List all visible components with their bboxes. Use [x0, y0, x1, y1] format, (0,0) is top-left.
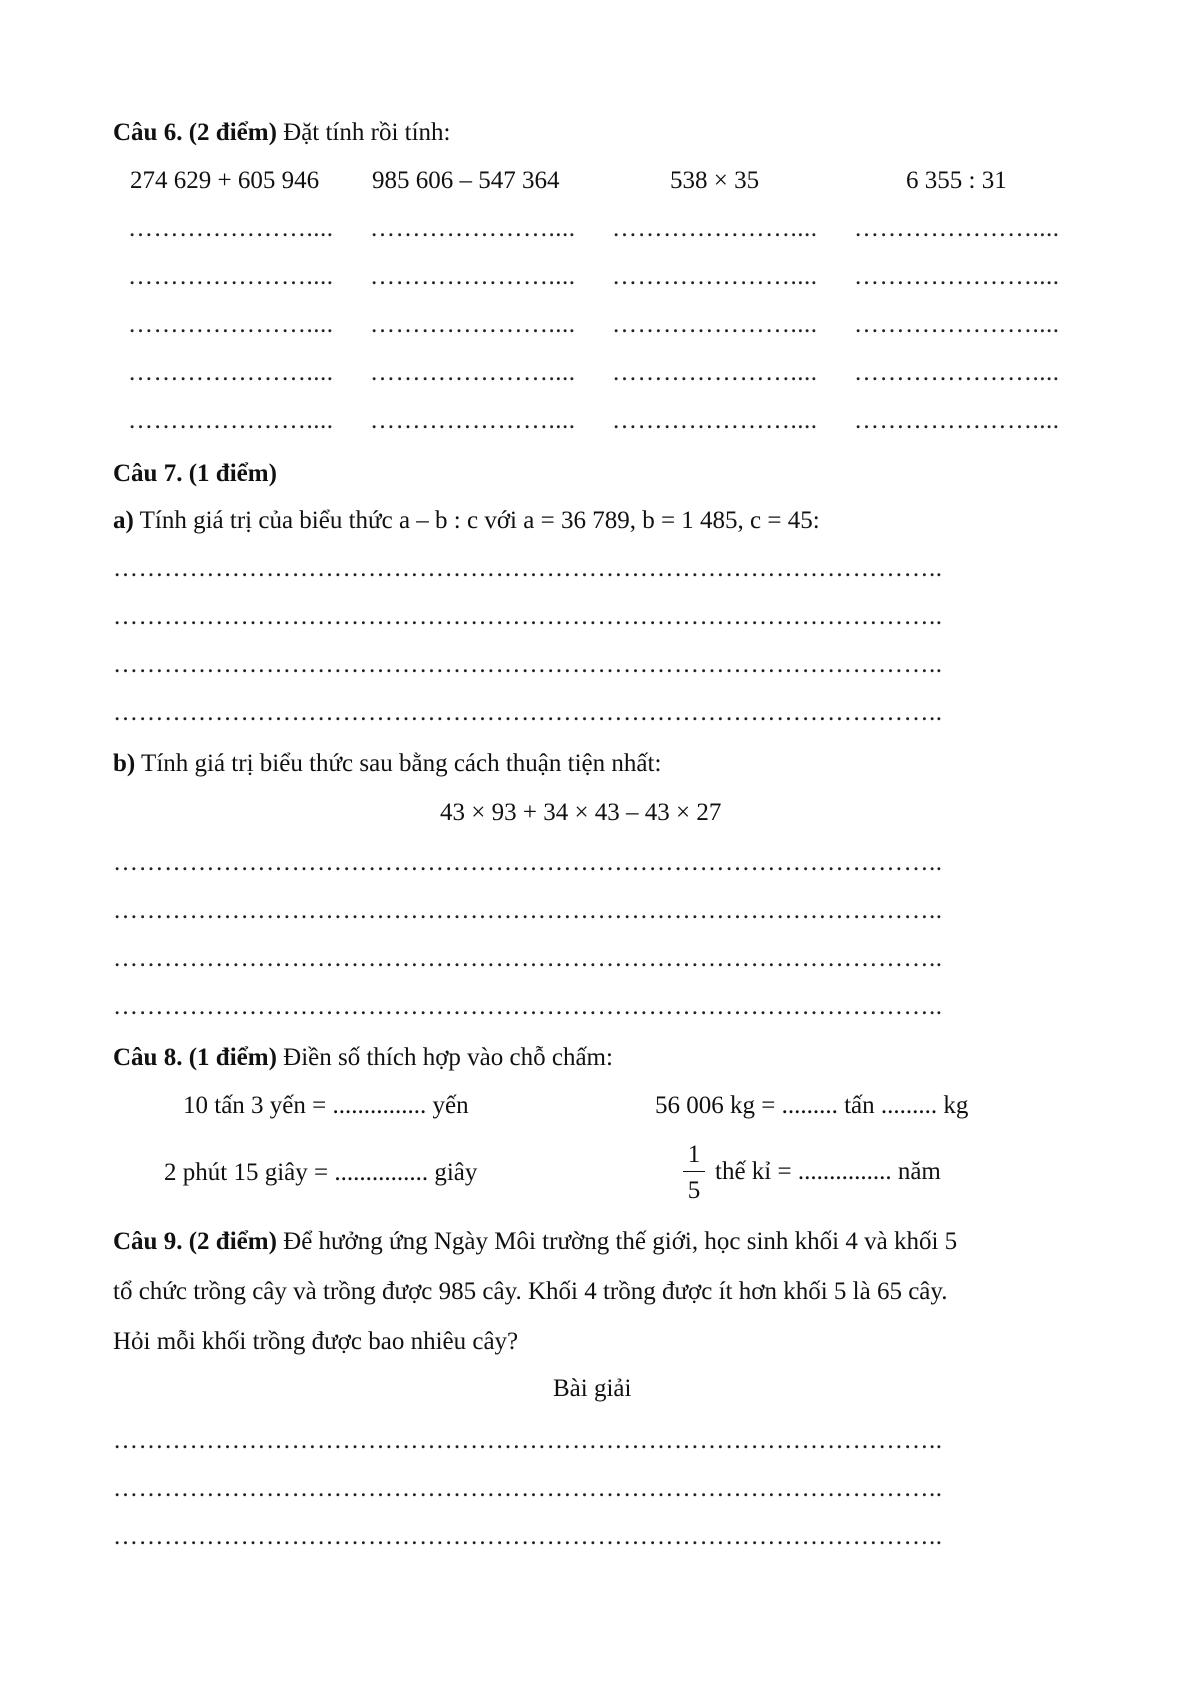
q7a-answer-line: ……………………………………………………………………………………..: [113, 603, 943, 630]
q7b-answer-line: ……………………………………………………………………………………..: [113, 897, 943, 924]
solution-heading: Bài giải: [553, 1375, 632, 1402]
q7a-text: Tính giá trị của biểu thức a – b : c với a = 36 789, b = 1 485, c = 45:: [139, 507, 820, 534]
q8-item-2: 56 006 kg = ......... tấn ......... kg: [655, 1092, 969, 1119]
q7-label: Câu 7.: [113, 460, 183, 487]
q9-text-2: tổ chức trồng cây và trồng được 985 cây. Khối 4 trồng được ít hơn khối 5 là 65 cây.: [113, 1278, 948, 1305]
q7a-prompt: [113, 508, 820, 533]
q7-points: (1 điểm): [188, 460, 277, 487]
q6-work-line: …………………....: [854, 407, 1060, 434]
q9-answer-line: ……………………………………………………………………………………..: [113, 1427, 943, 1454]
q6-work-line: …………………....: [854, 311, 1060, 338]
q7b-prompt: [113, 751, 661, 776]
q8-fraction: [683, 1142, 705, 1203]
q7-heading: [113, 461, 277, 486]
q6-points: (2 điểm): [188, 119, 277, 146]
q6-work-line: …………………....: [128, 263, 334, 290]
q6-exercise-4: 6 355 : 31: [906, 167, 1007, 194]
q6-work-line: …………………....: [370, 359, 576, 386]
q6-exercise-2: 985 606 – 547 364: [372, 167, 560, 194]
q9-answer-line: ……………………………………………………………………………………..: [113, 1523, 943, 1550]
q7b-answer-line: ……………………………………………………………………………………..: [113, 993, 943, 1020]
q6-work-line: …………………....: [612, 215, 818, 242]
q8-item-3: 2 phút 15 giây = ............... giây: [164, 1159, 478, 1186]
q6-heading: [113, 120, 451, 145]
q9-points: (2 điểm): [188, 1228, 277, 1255]
q8-points: (1 điểm): [188, 1044, 277, 1071]
q6-work-line: …………………....: [128, 215, 334, 242]
q6-work-line: …………………....: [854, 359, 1060, 386]
q6-work-line: …………………....: [612, 311, 818, 338]
fraction-denominator: 5: [687, 1177, 701, 1204]
fraction-numerator: 1: [687, 1141, 701, 1168]
q6-work-line: …………………....: [128, 311, 334, 338]
q6-work-line: …………………....: [370, 215, 576, 242]
q8-label: Câu 8.: [113, 1044, 183, 1071]
q7b-expression: 43 × 93 + 34 × 43 – 43 × 27: [440, 799, 722, 826]
fraction-bar: [683, 1171, 705, 1172]
q8-heading: [113, 1045, 613, 1070]
q9-line-1: [113, 1229, 957, 1254]
q6-work-line: …………………....: [370, 263, 576, 290]
q6-work-line: …………………....: [370, 311, 576, 338]
q6-work-line: …………………....: [612, 359, 818, 386]
q6-work-line: …………………....: [612, 263, 818, 290]
q6-exercise-3: 538 × 35: [670, 167, 760, 194]
q6-work-line: …………………....: [612, 407, 818, 434]
q6-work-line: …………………....: [128, 359, 334, 386]
q7b-answer-line: ……………………………………………………………………………………..: [113, 945, 943, 972]
q9-label: Câu 9.: [113, 1228, 183, 1255]
q7a-answer-line: ……………………………………………………………………………………..: [113, 555, 943, 582]
q6-instruction: Đặt tính rồi tính:: [283, 119, 451, 146]
q7b-answer-line: ……………………………………………………………………………………..: [113, 849, 943, 876]
q8-item-1: 10 tấn 3 yến = ............... yến: [183, 1092, 469, 1119]
q7b-text: Tính giá trị biểu thức sau bằng cách thuận tiện nhất:: [141, 750, 662, 777]
q8-item-4: thế kỉ = ............... năm: [715, 1158, 941, 1185]
q7a-answer-line: ……………………………………………………………………………………..: [113, 651, 943, 678]
q7a-answer-line: ……………………………………………………………………………………..: [113, 699, 943, 726]
q8-instruction: Điền số thích hợp vào chỗ chấm:: [283, 1044, 613, 1071]
q7b-label: b): [113, 750, 136, 777]
q6-label: Câu 6.: [113, 119, 183, 146]
q6-work-line: …………………....: [854, 263, 1060, 290]
q6-work-line: …………………....: [370, 407, 576, 434]
q9-text-3: Hỏi mỗi khối trồng được bao nhiêu cây?: [113, 1328, 519, 1355]
q7a-label: a): [113, 507, 134, 534]
q6-exercise-1: 274 629 + 605 946: [130, 167, 320, 194]
q6-work-line: …………………....: [128, 407, 334, 434]
q9-answer-line: ……………………………………………………………………………………..: [113, 1475, 943, 1502]
q9-text-1: Để hưởng ứng Ngày Môi trường thế giới, học sinh khối 4 và khối 5: [283, 1228, 958, 1255]
q6-work-line: …………………....: [854, 215, 1060, 242]
